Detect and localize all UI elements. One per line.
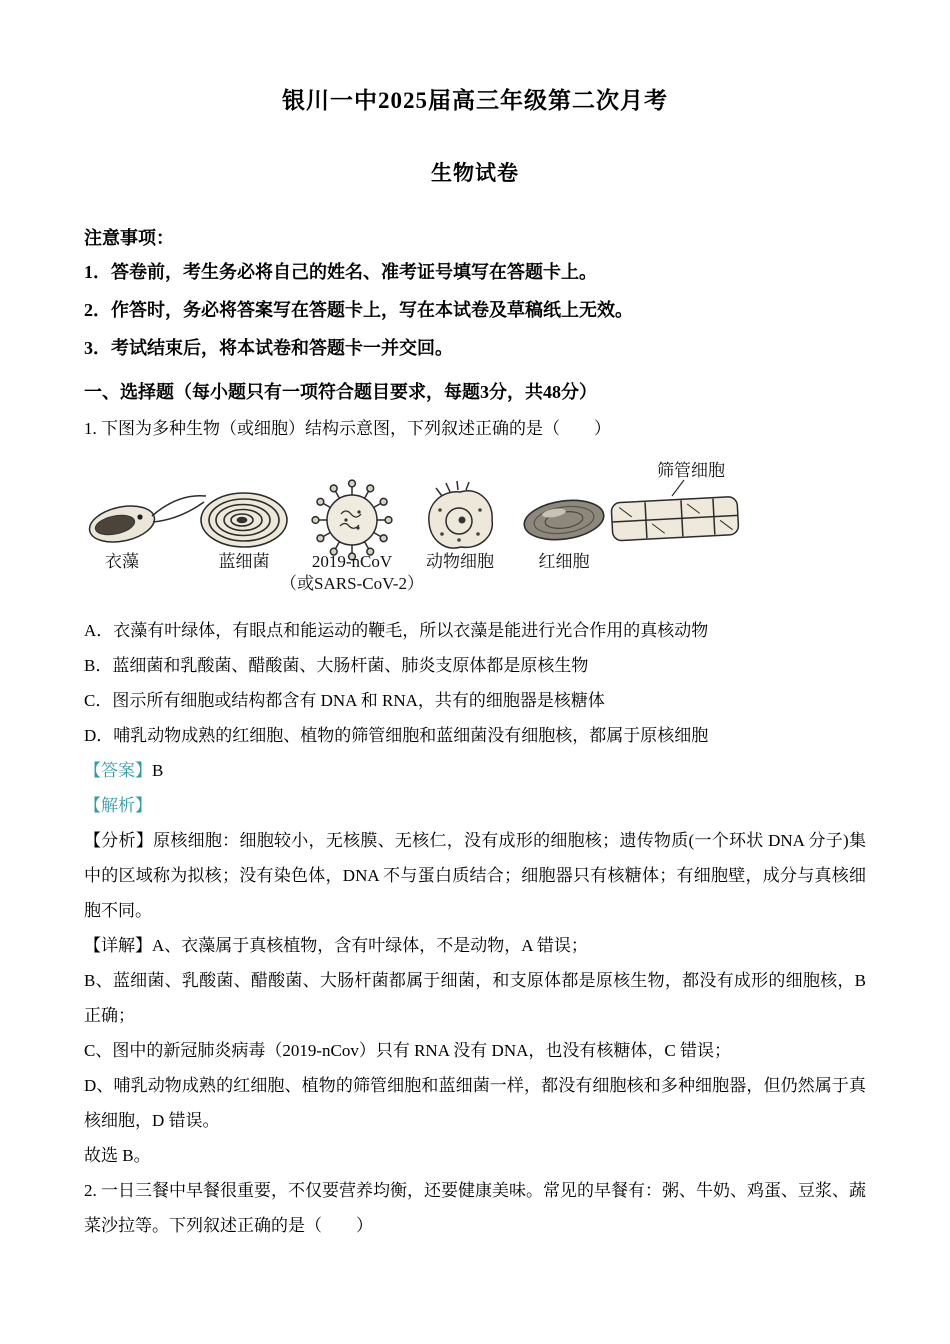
- notice-item-3: 3．考试结束后，将本试卷和答题卡一并交回。: [84, 338, 453, 358]
- detail-paragraph-a: 【详解】A、衣藻属于真核植物，含有叶绿体，不是动物，A 错误；: [84, 936, 588, 955]
- answer-value: B: [152, 761, 164, 780]
- label-cyanobacterium: 蓝细菌: [218, 552, 270, 571]
- analysis-label: 【解析】: [84, 796, 152, 815]
- question-1-stem: 1. 下图为多种生物（或细胞）结构示意图，下列叙述正确的是（ ）: [84, 419, 611, 438]
- detail-paragraph-d: D、哺乳动物成熟的红细胞、植物的筛管细胞和蓝细菌一样，都没有细胞核和多种细胞器，但仍然属于真核细胞，D 错误。: [84, 1076, 866, 1130]
- notice-item-1: 1．答卷前，考生务必将自己的姓名、准考证号填写在答题卡上。: [84, 262, 597, 282]
- detail-paragraph-b: B、蓝细菌、乳酸菌、醋酸菌、大肠杆菌都属于细菌，和支原体都是原核生物，都没有成形的细胞核，B 正确；: [84, 971, 866, 1025]
- biology-cells-illustration: [84, 460, 744, 600]
- answer-line: [84, 753, 866, 788]
- coronavirus-drawing: [312, 480, 392, 560]
- exam-title: 银川一中2025届高三年级第二次月考: [282, 88, 668, 113]
- analysis-paragraph: 【分析】原核细胞：细胞较小，无核膜、无核仁，没有成形的细胞核；遗传物质(一个环状 DNA 分子)集中的区域称为拟核；没有染色体，DNA 不与蛋白质结合；细胞器只有核糖体；有细胞壁，成分与真核细胞不同。: [84, 831, 866, 920]
- notice-heading: 注意事项：: [84, 228, 174, 248]
- question-2-stem: 2. 一日三餐中早餐很重要，不仅要营养均衡，还要健康美味。常见的早餐有：粥、牛奶、鸡蛋、豆浆、蔬菜沙拉等。下列叙述正确的是（ ）: [84, 1181, 866, 1235]
- animal-cell-drawing: [429, 481, 493, 548]
- option-b: B．蓝细菌和乳酸菌、醋酸菌、大肠杆菌、肺炎支原体都是原核生物: [84, 656, 589, 675]
- chlamydomonas-drawing: [86, 496, 206, 548]
- conclusion-line: 故选 B。: [84, 1146, 151, 1165]
- label-animal-cell: 动物细胞: [426, 552, 494, 571]
- section-1-heading: 一、选择题（每小题只有一项符合题目要求，每题3分，共48分）: [84, 382, 597, 402]
- sieve-label-leader-line: [672, 480, 684, 496]
- sieve-tube-drawing: [611, 496, 739, 541]
- question-1-figure: [84, 460, 866, 605]
- option-c: C．图示所有细胞或结构都含有 DNA 和 RNA，共有的细胞器是核糖体: [84, 691, 605, 710]
- exam-subtitle: 生物试卷: [431, 161, 519, 185]
- analysis-label-line: [84, 788, 866, 823]
- label-sieve-tube-cell: 筛管细胞: [657, 461, 725, 480]
- notice-item-2: 2．作答时，务必将答案写在答题卡上，写在本试卷及草稿纸上无效。: [84, 300, 633, 320]
- detail-paragraph-c: C、图中的新冠肺炎病毒（2019-nCov）只有 RNA 没有 DNA，也没有核糖体，C 错误；: [84, 1041, 731, 1060]
- cyanobacterium-drawing: [201, 493, 287, 547]
- question-1-options: [84, 613, 866, 753]
- option-a: A．衣藻有叶绿体，有眼点和能运动的鞭毛，所以衣藻是能进行光合作用的真核动物: [84, 621, 709, 640]
- red-blood-cell-drawing: [522, 496, 607, 545]
- label-sars-cov-2: （或SARS-CoV-2）: [280, 574, 424, 593]
- option-d: D．哺乳动物成熟的红细胞、植物的筛管细胞和蓝细菌没有细胞核，都属于原核细胞: [84, 726, 709, 745]
- label-ncov: 2019-nCoV: [311, 552, 393, 571]
- answer-label: 【答案】: [84, 761, 152, 780]
- label-chlamydomonas: 衣藻: [105, 552, 139, 571]
- label-red-blood-cell: 红细胞: [538, 552, 590, 571]
